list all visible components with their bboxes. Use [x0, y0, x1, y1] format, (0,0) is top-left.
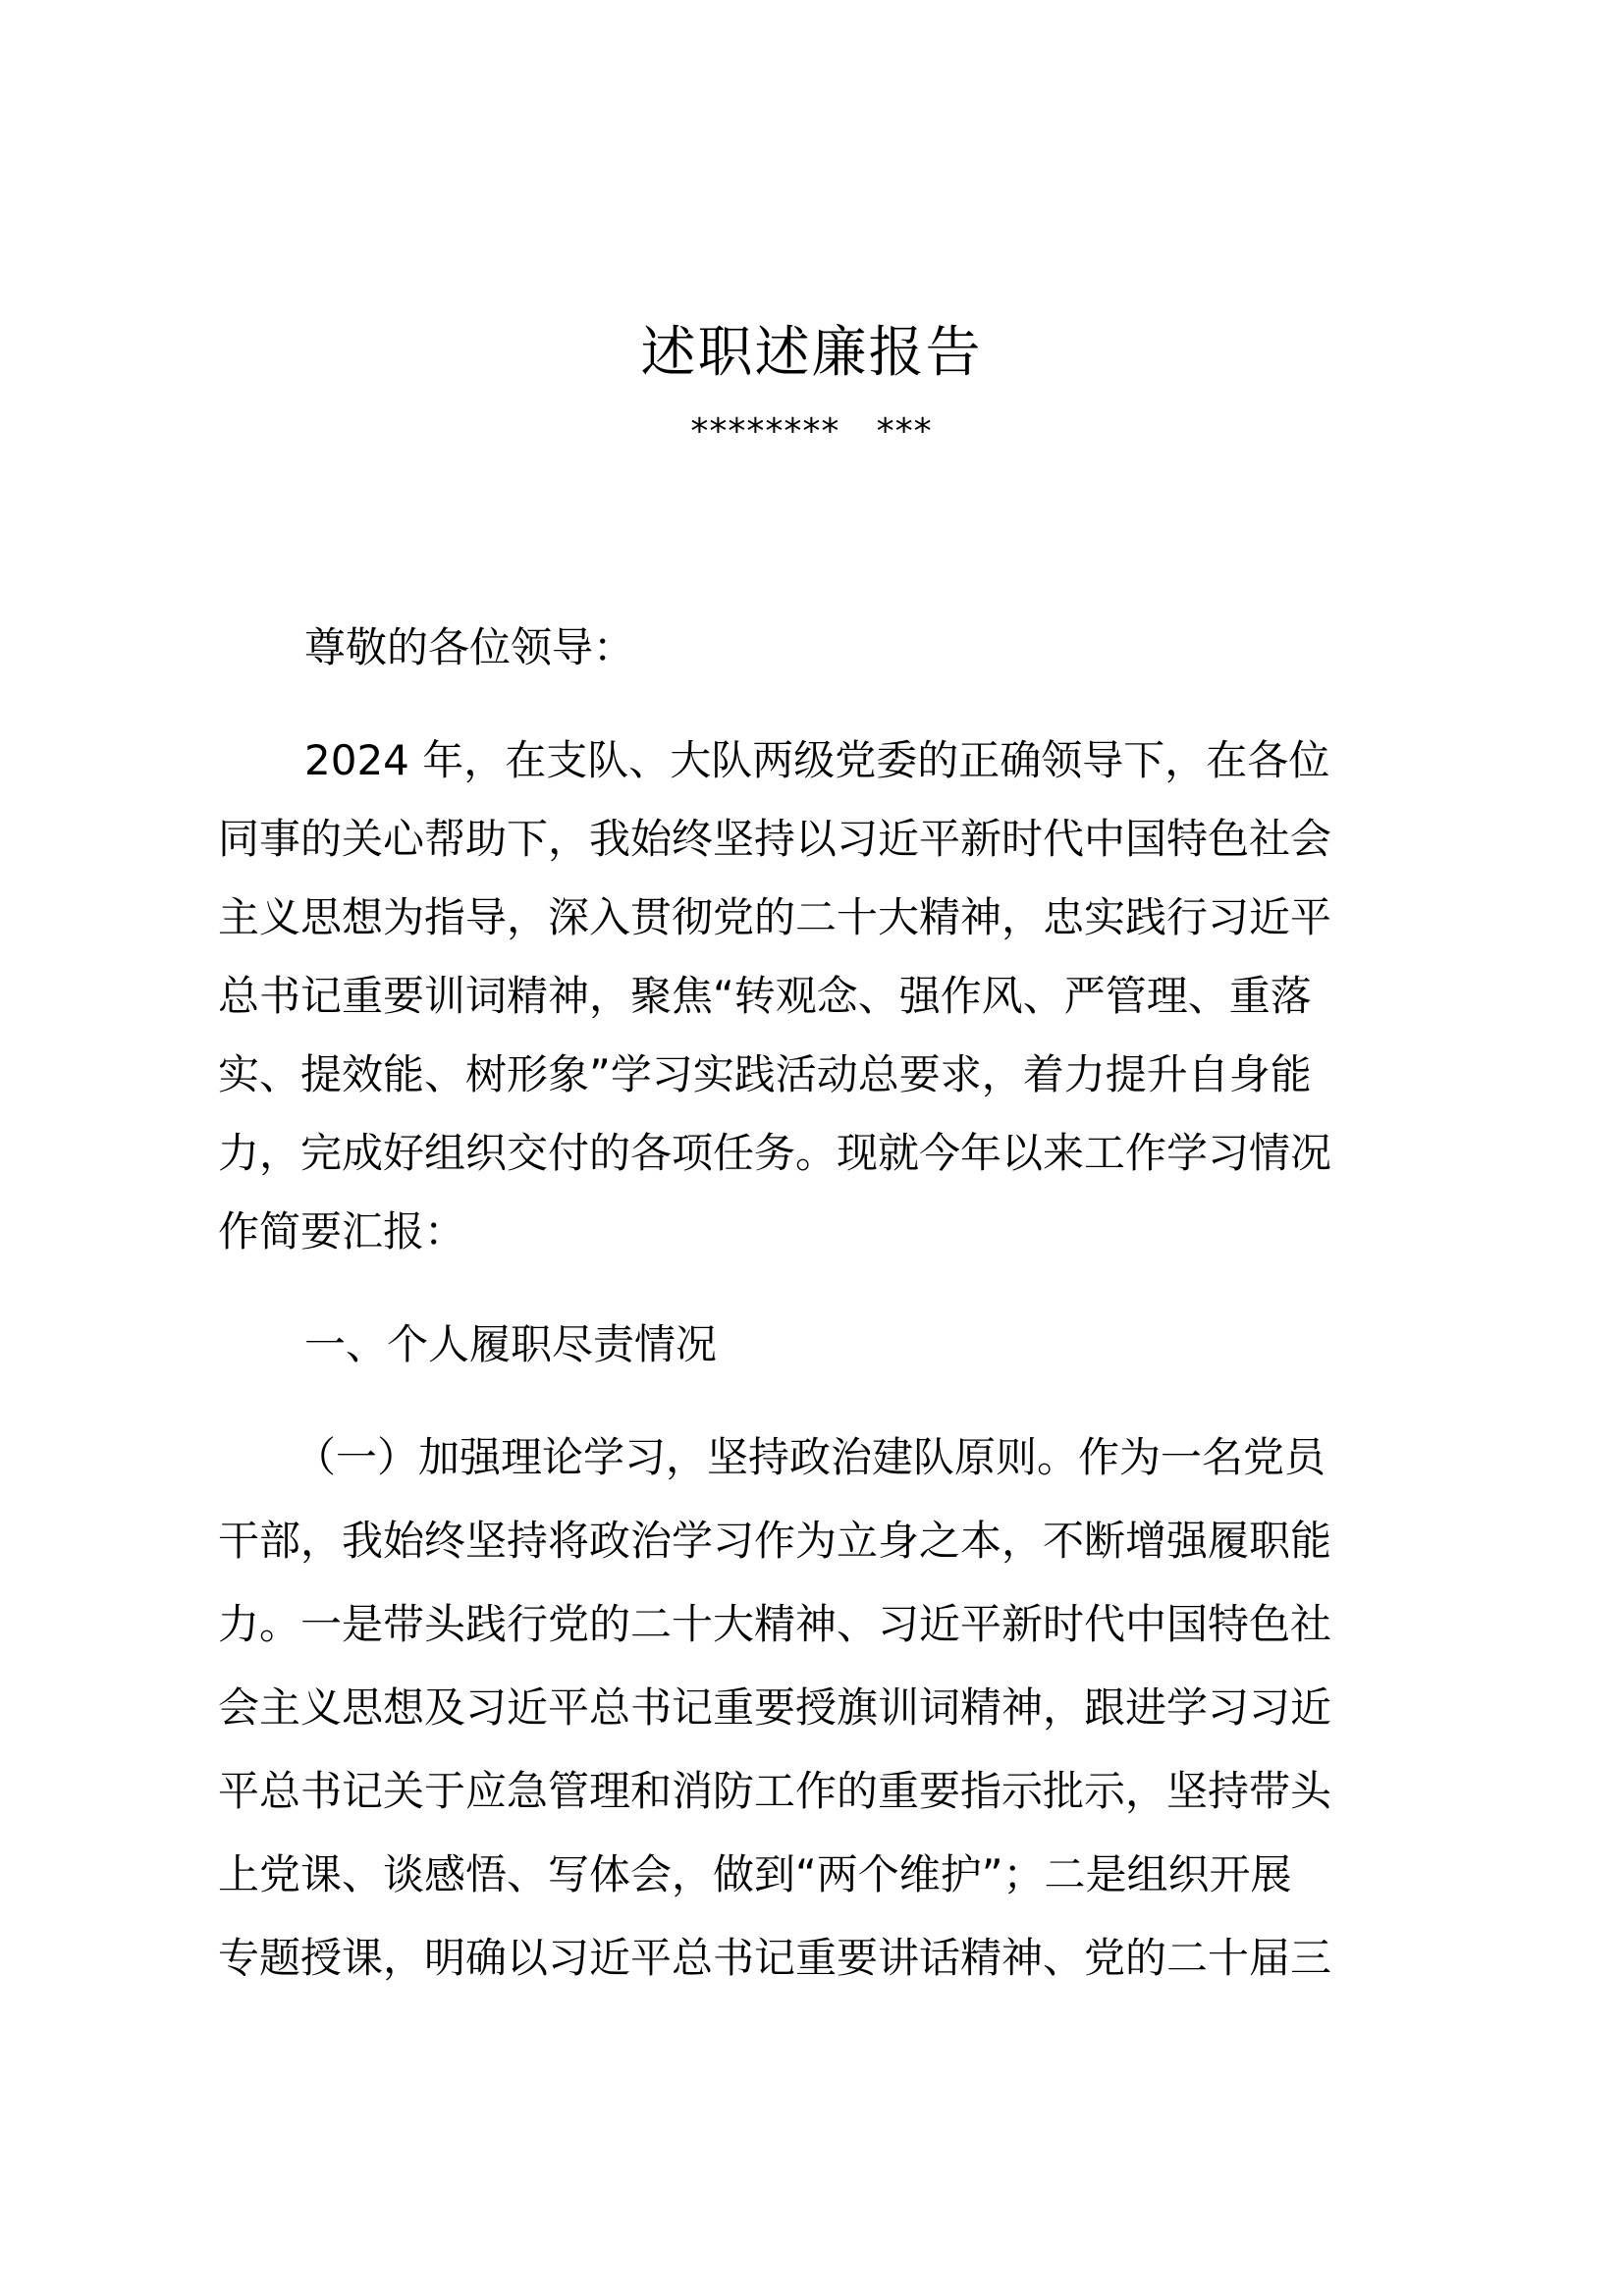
- section-heading-1: 一、个人履职尽责情况: [304, 1320, 718, 1368]
- paragraph-line: 力，完成好组织交付的各项任务。现就今年以来工作学习情况: [218, 1129, 1332, 1177]
- document-author-placeholder: ******** ***: [690, 411, 933, 452]
- paragraph-line: 力。一是带头践行党的二十大精神、习近平新时代中国特色社: [218, 1600, 1332, 1648]
- paragraph-line: 干部，我始终坚持将政治学习作为立身之本，不断增强履职能: [218, 1517, 1332, 1565]
- paragraph-line: 2024 年，在支队、大队两级党委的正确领导下，在各位: [304, 736, 1330, 784]
- paragraph-line: 上党课、谈感悟、写体会，做到“两个维护”；二是组织开展: [218, 1850, 1292, 1898]
- paragraph-line: 专题授课，明确以习近平总书记重要讲话精神、党的二十届三: [218, 1934, 1332, 1982]
- paragraph-line: （一）加强理论学习，坚持政治建队原则。作为一名党员: [295, 1433, 1326, 1481]
- paragraph-line: 同事的关心帮助下，我始终坚持以习近平新时代中国特色社会: [218, 815, 1332, 863]
- paragraph-line: 主义思想为指导，深入贯彻党的二十大精神，忠实践行习近平: [218, 893, 1332, 941]
- paragraph-line: 实、提效能、树形象”学习实践活动总要求，着力提升自身能: [218, 1050, 1312, 1098]
- paragraph-line: 平总书记关于应急管理和消防工作的重要指示批示，坚持带头: [218, 1767, 1332, 1815]
- salutation: 尊敬的各位领导：: [304, 623, 635, 671]
- paragraph-line: 作简要汇报：: [218, 1207, 466, 1255]
- document-title: 述职述廉报告: [640, 321, 983, 385]
- paragraph-line: 会主义思想及习近平总书记重要授旗训词精神，跟进学习习近: [218, 1683, 1332, 1732]
- paragraph-line: 总书记重要训词精神，聚焦“转观念、强作风、严管理、重落: [218, 972, 1312, 1020]
